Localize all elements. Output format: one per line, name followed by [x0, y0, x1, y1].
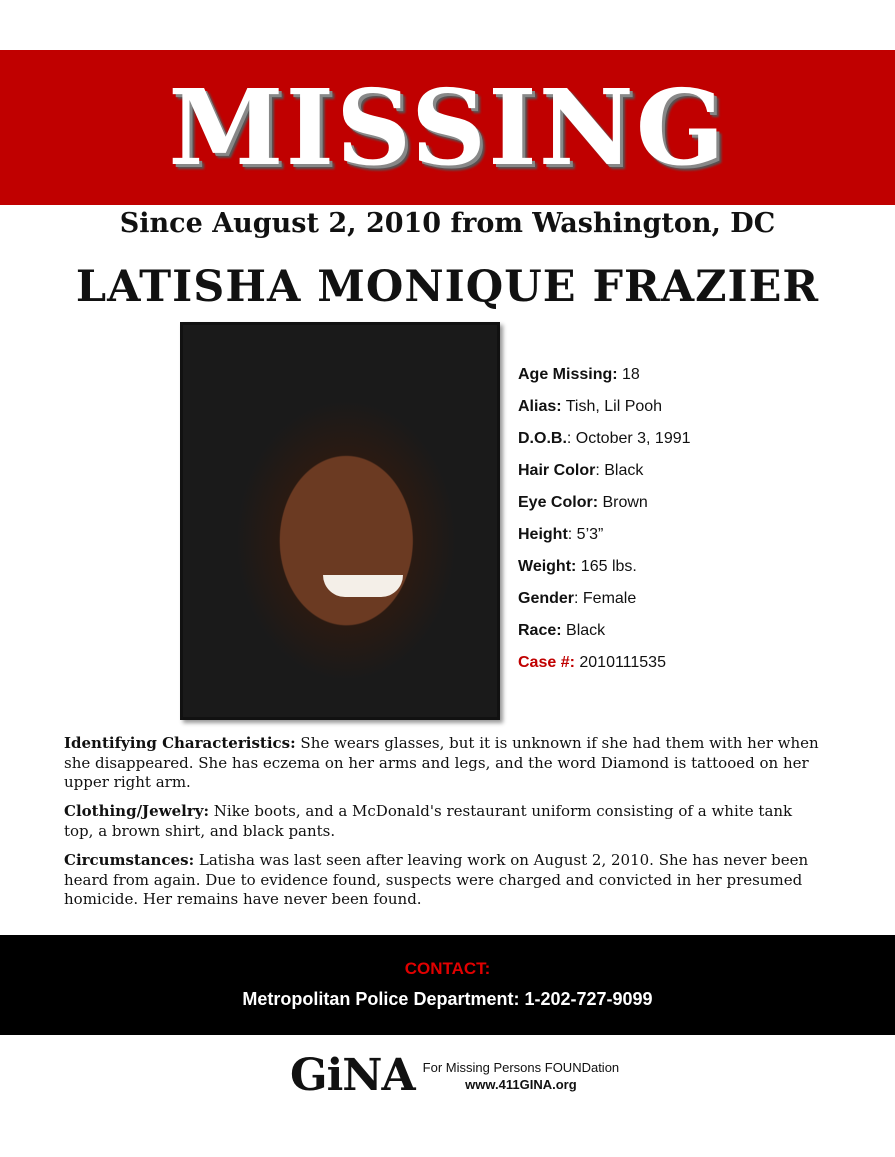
detail-height: Height: 5’3” [518, 526, 604, 543]
details-list [518, 364, 691, 684]
detail-hair: Hair Color: Black [518, 462, 644, 479]
detail-weight: Weight: 165 lbs. [518, 558, 637, 575]
logo-url: www.411GINA.org [465, 1076, 577, 1092]
detail-dob: D.O.B.: October 3, 1991 [518, 430, 691, 447]
contact-band [0, 935, 895, 1035]
person-photo [180, 322, 500, 720]
clothing-jewelry: Clothing/Jewelry: Nike boots, and a McDonald's restaurant uniform consisting of a white tank top, a brown shirt, and black pants. [64, 802, 793, 840]
logo-tagline: For Missing Persons FOUNDation [422, 1059, 620, 1075]
gina-logo-text: GiNA [290, 1050, 415, 1101]
circumstances: Circumstances: Latisha was last seen after leaving work on August 2, 2010. She has never been heard from again. Due to evidence found, suspects were charged and convicted in her presumed homicide. Her remains have never been found. [64, 851, 809, 908]
missing-since: Since August 2, 2010 from Washington, DC [119, 208, 776, 239]
contact-label: CONTACT: [404, 959, 491, 978]
detail-race: Race: Black [518, 622, 606, 639]
contact-phone: Metropolitan Police Department: 1-202-727-9099 [242, 989, 653, 1009]
missing-title: MISSING [168, 66, 727, 189]
gina-logo [290, 1050, 619, 1101]
detail-alias: Alias: Tish, Lil Pooh [518, 398, 663, 415]
detail-case: Case #: 2010111535 [518, 654, 666, 671]
identifying-characteristics: Identifying Characteristics: She wears glasses, but it is unknown if she had them with her when she disappeared. She has eczema on her arms and legs, and the word Diamond is tattooed on her upper right arm. [64, 734, 819, 791]
missing-banner [0, 50, 895, 205]
detail-gender: Gender: Female [518, 590, 637, 607]
detail-age: Age Missing: 18 [518, 366, 640, 383]
detail-eye: Eye Color: Brown [518, 494, 648, 511]
person-name: LATISHA MONIQUE FRAZIER [75, 262, 820, 312]
